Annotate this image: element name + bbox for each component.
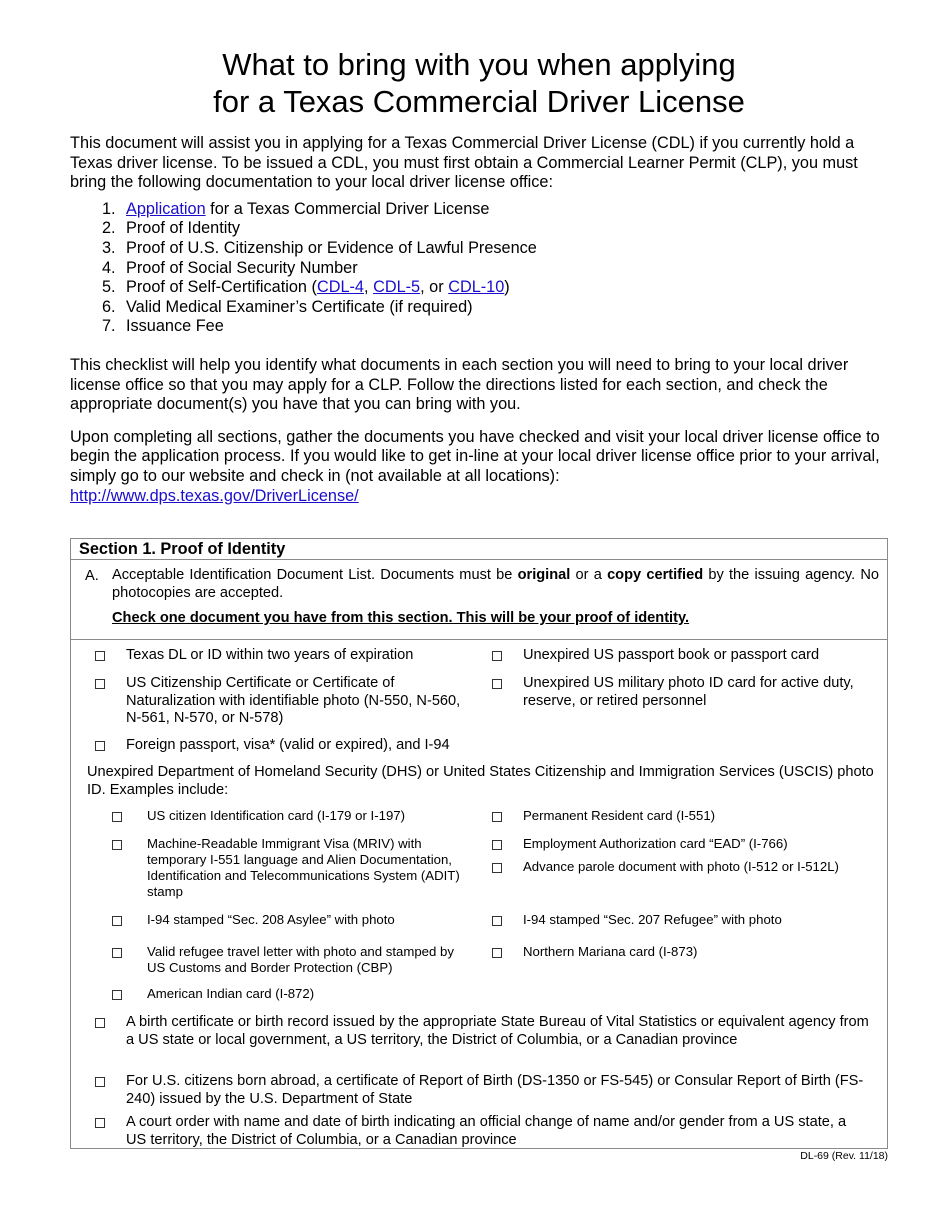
checkbox-i551[interactable] [492, 812, 502, 822]
checkbox-mariana[interactable] [492, 948, 502, 958]
cdl-10-link[interactable]: CDL-10 [448, 278, 505, 297]
foreign-passport-label: Foreign passport, visa* (valid or expired), and I-94 [126, 737, 450, 753]
checkbox-ead[interactable] [492, 840, 502, 850]
checkbox-military-id[interactable] [492, 679, 502, 689]
american-indian-label: American Indian card (I-872) [147, 986, 315, 1001]
checkbox-refugee-letter[interactable] [112, 948, 122, 958]
list-item: 6. Valid Medical Examiner’s Certificate (if required) [102, 297, 473, 316]
website-link[interactable]: http://www.dps.texas.gov/DriverLicense/ [70, 486, 359, 505]
checkbox-mriv[interactable] [112, 840, 122, 850]
list-item: 4. Proof of Social Security Number [102, 258, 358, 277]
application-link[interactable]: Application [126, 199, 206, 218]
document-page [70, 46, 888, 506]
list-item: 3. Proof of U.S. Citizenship or Evidence of Lawful Presence [102, 238, 537, 257]
completion-paragraph: Upon completing all sections, gather the documents you have checked and visit your local driver license office to begin the application process. If you would like to get in-line at your local driver license office prior to your arrival, simply go to our website and check in (not available at all locations): http://www.dps.texas.gov/DriverLicense/ [70, 427, 880, 505]
birth-cert-label: A birth certificate or birth record issued by the appropriate State Bureau of Vital Statistics or equivalent agency from a US state or local government, a US territory, the District of Columbia, or a Canadian province [126, 1014, 869, 1048]
us-passport-label: Unexpired US passport book or passport card [523, 647, 820, 663]
checkbox-i94-207[interactable] [492, 916, 502, 926]
checkbox-parole[interactable] [492, 863, 502, 873]
checkbox-birth-abroad[interactable] [95, 1077, 105, 1087]
section-a-text: Acceptable Identification Document List. Documents must be original or a copy certified by the issuing agency. No photocopies are accepted. [112, 567, 880, 601]
check-one-instruction: Check one document you have from this section. This will be your proof of identity. [112, 610, 690, 626]
section-heading: Section 1. Proof of Identity [71, 539, 887, 560]
checkbox-i179[interactable] [112, 812, 122, 822]
i179-label: US citizen Identification card (I-179 or I-197) [147, 808, 406, 823]
section-a-letter: A. [85, 568, 99, 584]
list-item: 2. Proof of Identity [102, 219, 241, 238]
ead-label: Employment Authorization card “EAD” (I-766) [523, 836, 788, 851]
section-1-proof-of-identity [70, 538, 888, 1149]
checkbox-citizenship-cert[interactable] [95, 679, 105, 689]
form-number: DL-69 (Rev. 11/18) [800, 1150, 888, 1162]
texas-dl-label: Texas DL or ID within two years of expiration [126, 647, 414, 663]
list-item: 7. Issuance Fee [102, 317, 224, 336]
dhs-intro-text: Unexpired Department of Homeland Security (DHS) or United States Citizenship and Immigration Services (USCIS) photo ID. Examples include: [87, 764, 874, 798]
page-title [70, 46, 888, 120]
checkbox-birth-cert[interactable] [95, 1018, 105, 1028]
intro-paragraph: This document will assist you in applying for a Texas Commercial Driver License (CDL) if you currently hold a Texas driver license. To be issued a CDL, you must first obtain a Commercial Learner Permit (CLP), you must bring the following documentation to your local driver license office: [70, 134, 858, 192]
parole-label: Advance parole document with photo (I-512 or I-512L) [523, 859, 839, 874]
i94-207-label: I-94 stamped “Sec. 207 Refugee” with photo [523, 912, 782, 927]
list-item: 1. Application for a Texas Commercial Driver License [102, 199, 490, 218]
military-id-label: Unexpired US military photo ID card for active duty, reserve, or retired personnel [523, 675, 854, 709]
mriv-label: Machine-Readable Immigrant Visa (MRIV) with temporary I-551 language and Alien Documentation, Identification and Telecommunications System (ADIT) stamp [147, 836, 460, 899]
checkbox-i94-208[interactable] [112, 916, 122, 926]
checkbox-american-indian[interactable] [112, 990, 122, 1000]
cdl-4-link[interactable]: CDL-4 [316, 278, 364, 297]
title-line-1: What to bring with you when applying [222, 47, 736, 82]
court-order-label: A court order with name and date of birth indicating an official change of name and/or gender from a US state, a US territory, the District of Columbia, or a Canadian province [126, 1114, 847, 1148]
section-a [71, 560, 887, 640]
i94-208-label: I-94 stamped “Sec. 208 Asylee” with photo [147, 912, 395, 927]
checkbox-texas-dl[interactable] [95, 651, 105, 661]
list-item: 5. Proof of Self-Certification (CDL-4, CDL-5, or CDL-10) [102, 278, 510, 297]
cdl-5-link[interactable]: CDL-5 [373, 278, 421, 297]
checklist-paragraph: This checklist will help you identify what documents in each section you will need to bring to your local driver license office so that you may apply for a CLP. Follow the directions listed for each section, and check the appropriate document(s) you have that you can bring with you. [70, 355, 849, 414]
requirements-list [70, 200, 888, 337]
mariana-label: Northern Mariana card (I-873) [523, 944, 698, 959]
checkbox-foreign-passport[interactable] [95, 741, 105, 751]
checkbox-court-order[interactable] [95, 1118, 105, 1128]
refugee-letter-label: Valid refugee travel letter with photo and stamped by US Customs and Border Protection (CBP) [147, 944, 454, 975]
checkbox-us-passport[interactable] [492, 651, 502, 661]
birth-abroad-label: For U.S. citizens born abroad, a certificate of Report of Birth (DS-1350 or FS-545) or Consular Report of Birth (FS-240) issued by the U.S. Department of State [126, 1073, 864, 1107]
title-line-2: for a Texas Commercial Driver License [213, 84, 745, 119]
i551-label: Permanent Resident card (I-551) [523, 808, 716, 823]
citizenship-cert-label: US Citizenship Certificate or Certificate of Naturalization with identifiable photo (N-550, N-560, N-561, N-570, or N-578) [126, 675, 461, 726]
